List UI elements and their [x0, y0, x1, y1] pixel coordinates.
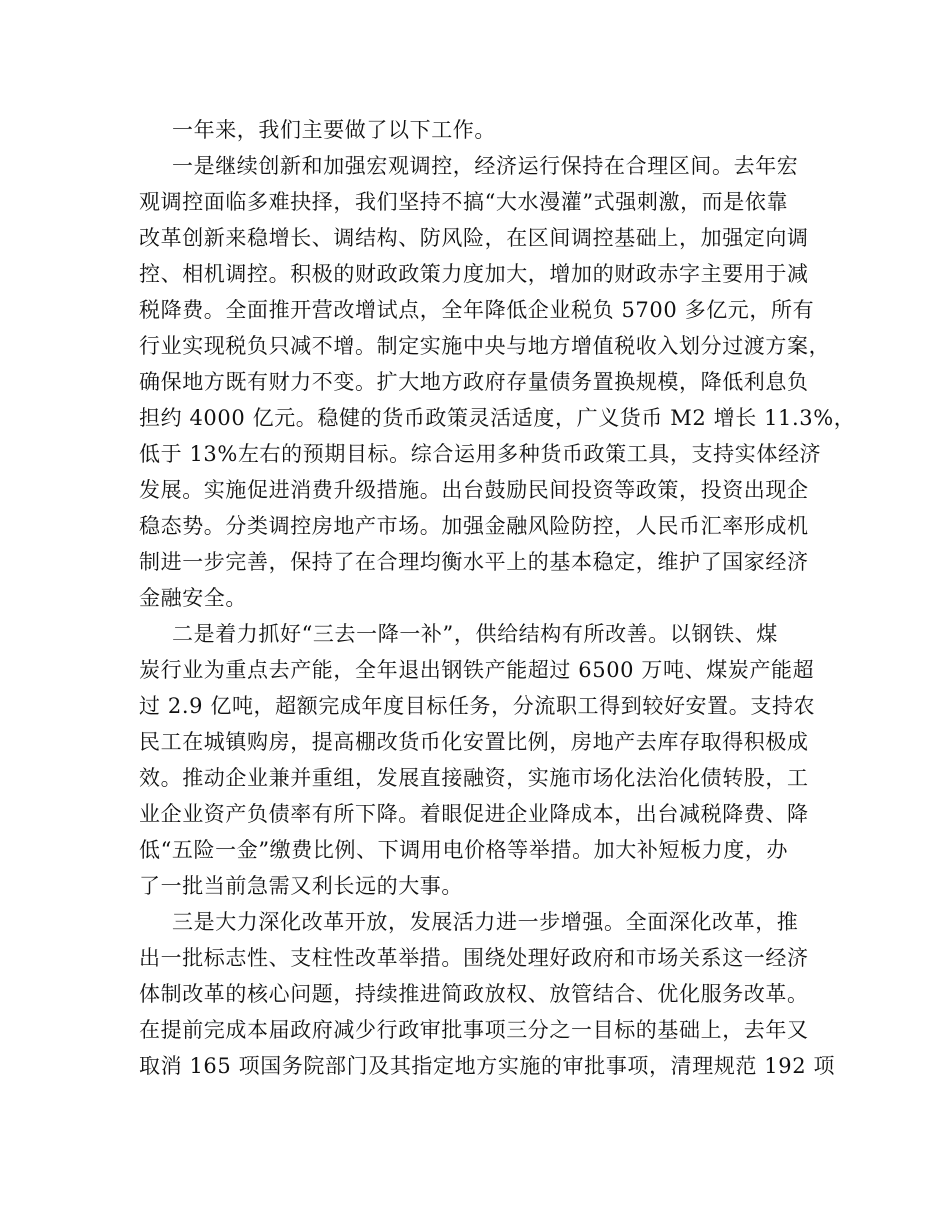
paragraph-line: 取消 165 项国务院部门及其指定地方实施的审批事项，清理规范 192 项: [139, 1054, 836, 1078]
paragraph-line: 在提前完成本届政府减少行政审批事项三分之一目标的基础上，去年又: [139, 1018, 809, 1042]
paragraph-line: 金融安全。: [139, 586, 247, 610]
paragraph-line: 民工在城镇购房，提高棚改货币化安置比例，房地产去库存取得积极成: [139, 730, 809, 754]
paragraph-line: 效。推动企业兼并重组，发展直接融资，实施市场化法治化债转股，工: [139, 766, 809, 790]
paragraph-line: 观调控面临多难抉择，我们坚持不搞“大水漫灌”式强刺激，而是依靠: [139, 190, 789, 214]
paragraph-line: 担约 4000 亿元。稳健的货币政策灵活适度，广义货币 M2 增长 11.3%，: [139, 406, 856, 430]
paragraph-line: 体制改革的核心问题，持续推进简政放权、放管结合、优化服务改革。: [139, 982, 809, 1006]
paragraph-line: 出一批标志性、支柱性改革举措。围绕处理好政府和市场关系这一经济: [139, 946, 809, 970]
paragraph-line: 稳态势。分类调控房地产市场。加强金融风险防控，人民币汇率形成机: [139, 514, 809, 538]
paragraph-line: 炭行业为重点去产能，全年退出钢铁产能超过 6500 万吨、煤炭产能超: [139, 658, 815, 682]
paragraph-line: 了一批当前急需又利长远的大事。: [139, 874, 463, 898]
paragraph-line: 低于 13%左右的预期目标。综合运用多种货币政策工具，支持实体经济: [139, 442, 822, 466]
paragraph-line: 行业实现税负只减不增。制定实施中央与地方增值税收入划分过渡方案，: [139, 334, 831, 358]
paragraph-line: 过 2.9 亿吨，超额完成年度目标任务，分流职工得到较好安置。支持农: [139, 694, 816, 718]
paragraph-line: 改革创新来稳增长、调结构、防风险，在区间调控基础上，加强定向调: [139, 226, 809, 250]
paragraph-line: 三是大力深化改革开放，发展活力进一步增强。全面深化改革，推: [172, 910, 799, 934]
paragraph-line: 一是继续创新和加强宏观调控，经济运行保持在合理区间。去年宏: [172, 154, 799, 178]
paragraph-line: 一年来，我们主要做了以下工作。: [172, 118, 496, 142]
paragraph-line: 确保地方既有财力不变。扩大地方政府存量债务置换规模，降低利息负: [139, 370, 809, 394]
paragraph-line: 低“五险一金”缴费比例、下调用电价格等举措。加大补短板力度，办: [139, 838, 789, 862]
paragraph-line: 控、相机调控。积极的财政政策力度加大，增加的财政赤字主要用于减: [139, 262, 809, 286]
paragraph-line: 业企业资产负债率有所下降。着眼促进企业降成本，出台减税降费、降: [139, 802, 809, 826]
paragraph-line: 税降费。全面推开营改增试点，全年降低企业税负 5700 多亿元，所有: [139, 298, 815, 322]
paragraph-line: 制进一步完善，保持了在合理均衡水平上的基本稳定，维护了国家经济: [139, 550, 809, 574]
paragraph-line: 二是着力抓好“三去一降一补”，供给结构有所改善。以钢铁、煤: [172, 622, 778, 646]
paragraph-line: 发展。实施促进消费升级措施。出台鼓励民间投资等政策，投资出现企: [139, 478, 809, 502]
